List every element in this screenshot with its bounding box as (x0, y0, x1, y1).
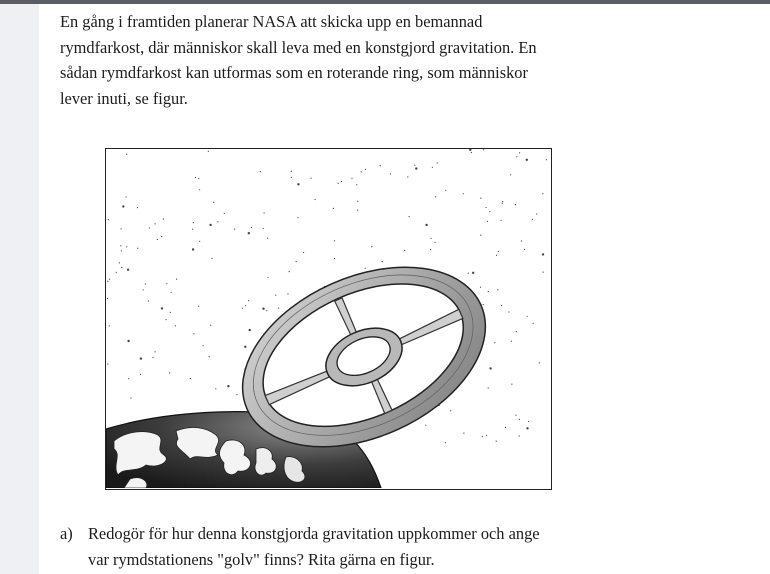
star (195, 177, 196, 178)
star (127, 269, 129, 271)
star (192, 248, 194, 250)
star (487, 221, 488, 222)
star (494, 342, 495, 343)
star (249, 329, 251, 331)
star (489, 211, 490, 212)
star (542, 253, 544, 255)
star (432, 167, 433, 168)
star (532, 219, 533, 220)
star (510, 174, 511, 175)
star (149, 227, 150, 228)
star (120, 245, 121, 246)
star (508, 311, 509, 312)
star (245, 305, 246, 306)
star (501, 305, 502, 306)
star (450, 410, 451, 411)
star (128, 378, 129, 379)
star (109, 325, 110, 326)
star (126, 246, 127, 247)
star (445, 442, 446, 443)
document-page (39, 4, 770, 574)
star (137, 248, 138, 249)
star (266, 310, 267, 311)
star (209, 224, 211, 226)
star (425, 425, 426, 426)
star (130, 397, 131, 398)
star (166, 319, 167, 320)
star (126, 154, 127, 155)
star (430, 238, 431, 239)
star (107, 281, 108, 282)
star (485, 207, 486, 208)
star (127, 340, 129, 342)
star (278, 308, 279, 309)
star (143, 289, 144, 290)
space-station-figure (105, 148, 552, 490)
star (148, 300, 149, 301)
star (536, 213, 537, 214)
star (496, 255, 497, 256)
star (198, 178, 199, 179)
star (192, 229, 193, 230)
star (516, 156, 517, 157)
star (107, 364, 108, 365)
star (482, 436, 483, 437)
star (526, 159, 528, 161)
star (407, 176, 408, 177)
star (526, 427, 528, 429)
intro-line: rymdfarkost, där människor skall leva med en konstgjord gravitation. En (60, 37, 537, 57)
star (199, 241, 200, 242)
star (227, 385, 229, 387)
star (463, 193, 464, 194)
star (193, 333, 194, 334)
star (210, 325, 211, 326)
star (215, 388, 216, 389)
star (209, 356, 210, 357)
star (371, 246, 372, 247)
star (488, 291, 489, 292)
star (361, 171, 362, 172)
star (211, 258, 212, 259)
star (291, 171, 292, 172)
question-line: var rymdstationens "golv" finns? Rita gärna en figur. (88, 549, 435, 569)
star (297, 217, 298, 218)
star (267, 277, 268, 278)
star (390, 173, 391, 174)
star (528, 421, 529, 422)
star (108, 219, 109, 220)
star (502, 201, 503, 202)
star (496, 441, 497, 442)
star (546, 159, 547, 160)
star (122, 205, 124, 207)
star (338, 183, 339, 184)
star (480, 198, 481, 199)
star (140, 374, 141, 375)
question-label: a) (60, 524, 73, 543)
star (333, 208, 334, 209)
star (289, 271, 290, 272)
star (365, 268, 366, 269)
star (357, 210, 358, 211)
star (365, 169, 366, 170)
star (357, 201, 358, 202)
star (155, 223, 156, 224)
space-station-illustration (106, 149, 550, 488)
star (542, 193, 543, 194)
star (539, 362, 540, 363)
star (303, 252, 304, 253)
star (121, 228, 122, 229)
star (527, 316, 528, 317)
star (137, 207, 138, 208)
star (152, 357, 153, 358)
star (310, 178, 311, 179)
star (171, 292, 172, 293)
star (498, 251, 499, 252)
star (234, 229, 235, 230)
star (119, 262, 120, 263)
star (248, 300, 249, 301)
star (437, 162, 438, 163)
star (521, 240, 522, 241)
star (533, 323, 534, 324)
star (275, 295, 276, 296)
star (242, 308, 243, 309)
question-line: Redogör för hur denna konstgjorda gravitation uppkommer och ange (88, 524, 540, 543)
star (262, 308, 264, 310)
star (519, 152, 520, 153)
star (248, 232, 250, 234)
star (486, 435, 487, 436)
star (425, 224, 427, 226)
star (260, 171, 261, 172)
star (315, 199, 316, 200)
star (296, 261, 297, 262)
star (543, 272, 544, 273)
star (116, 272, 117, 273)
star (505, 427, 506, 428)
star (244, 346, 246, 348)
star (217, 221, 218, 222)
intro-line: En gång i framtiden planerar NASA att skicka upp en bemannad (60, 12, 483, 31)
star (524, 249, 525, 250)
star (121, 267, 122, 268)
star (267, 238, 268, 239)
star (145, 283, 146, 284)
star (251, 227, 252, 228)
star (170, 312, 171, 313)
star (515, 415, 516, 416)
star (483, 149, 484, 150)
intro-paragraph (60, 9, 590, 111)
star (176, 279, 177, 280)
star (511, 341, 512, 342)
star (463, 433, 464, 434)
star (480, 235, 481, 236)
star (140, 357, 142, 359)
star (155, 351, 156, 352)
star (471, 152, 472, 153)
star (469, 149, 471, 151)
star (163, 218, 164, 219)
star (264, 212, 265, 213)
star (161, 307, 163, 309)
star (161, 236, 162, 237)
star (291, 177, 292, 178)
star (382, 261, 383, 262)
star (169, 372, 170, 373)
star (224, 213, 225, 214)
star (502, 203, 503, 204)
star (334, 240, 335, 241)
star (434, 242, 435, 243)
star (415, 167, 417, 169)
star (208, 151, 209, 152)
intro-line: lever inuti, se figur. (60, 88, 188, 108)
star (236, 394, 237, 395)
star (483, 304, 484, 305)
star (501, 220, 502, 221)
star (516, 331, 517, 332)
star (489, 367, 491, 369)
star (430, 249, 431, 250)
star (297, 183, 299, 185)
star (468, 273, 469, 274)
star (511, 384, 512, 385)
star (472, 272, 474, 274)
star (341, 181, 342, 182)
star (198, 306, 199, 307)
star (190, 378, 191, 379)
star (497, 289, 498, 290)
star (287, 293, 288, 294)
star (193, 222, 194, 223)
star (519, 419, 520, 420)
star (488, 387, 489, 388)
star (409, 216, 410, 217)
star (519, 435, 520, 436)
star (199, 189, 200, 190)
star (404, 250, 405, 251)
star (213, 202, 214, 203)
star (263, 228, 264, 229)
star (121, 250, 122, 251)
star (515, 204, 516, 205)
star (356, 184, 357, 185)
star (480, 287, 481, 288)
star (445, 190, 446, 191)
star (107, 298, 108, 299)
star (435, 196, 436, 197)
star (380, 165, 381, 166)
star (175, 325, 176, 326)
star (414, 165, 415, 166)
question-text (88, 521, 608, 572)
star (166, 283, 167, 284)
star (109, 279, 110, 280)
star (351, 178, 352, 179)
star (334, 258, 335, 259)
star (157, 239, 158, 240)
star (203, 345, 204, 346)
star (126, 196, 127, 197)
intro-line: sådan rymdfarkost kan utformas som en roterande ring, som människor (60, 63, 528, 82)
